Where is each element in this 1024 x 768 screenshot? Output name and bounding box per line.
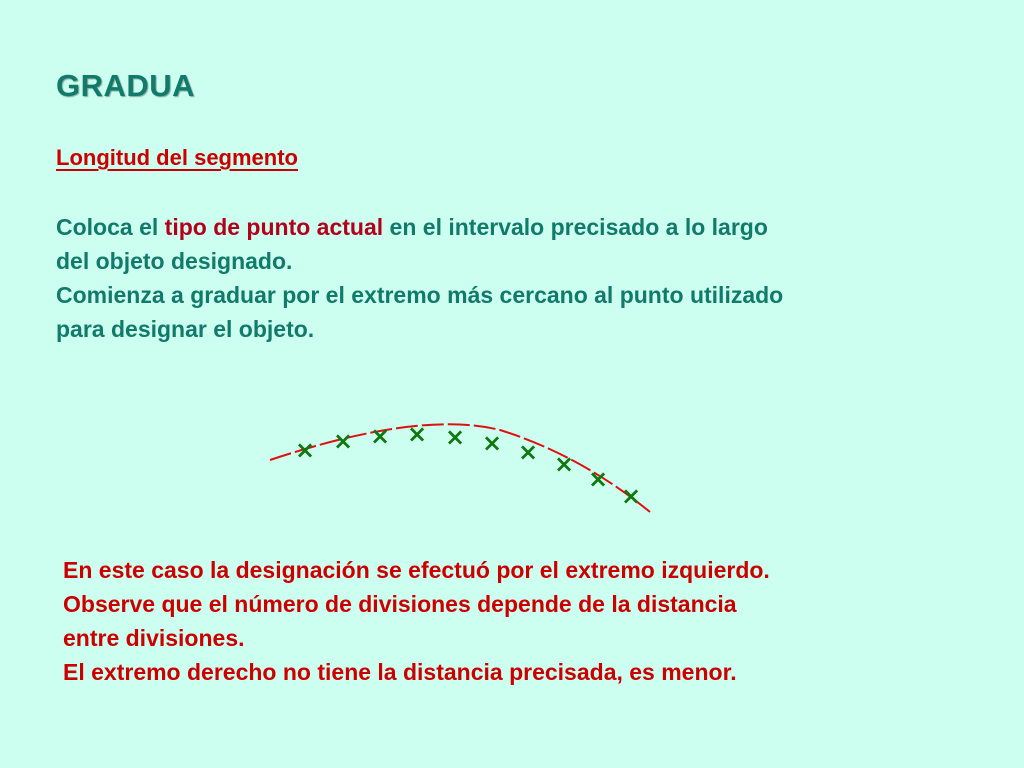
division-mark: × <box>620 482 642 510</box>
description-line-3: Comienza a graduar por el extremo más cercano al punto utilizado <box>56 282 784 308</box>
description-line-4: para designar el objeto. <box>56 316 315 342</box>
division-mark: × <box>332 427 354 455</box>
division-mark: × <box>369 422 391 450</box>
division-mark: × <box>587 465 609 493</box>
division-mark: × <box>553 450 575 478</box>
division-mark: × <box>517 438 539 466</box>
division-mark: × <box>481 429 503 457</box>
note-line-2: Observe que el número de divisiones depende de la distancia <box>63 591 737 617</box>
page-title: GRADUA <box>56 68 196 103</box>
note-line-4: El extremo derecho no tiene la distancia precisada, es menor. <box>63 659 737 685</box>
division-mark: × <box>406 420 428 448</box>
division-marks <box>295 420 641 510</box>
section-subtitle: Longitud del segmento <box>56 145 298 170</box>
note-line-1: En este caso la designación se efectuó por el extremo izquierdo. <box>63 557 770 583</box>
description-line-1 <box>56 210 976 244</box>
current-point-type-highlight: tipo de punto actual <box>164 214 384 240</box>
description-line-1-pre: Coloca el <box>56 214 165 240</box>
measured-arc <box>270 424 650 512</box>
note-line-3: entre divisiones. <box>63 625 245 651</box>
description-line-1-post: en el intervalo precisado a lo largo <box>383 214 768 240</box>
division-mark: × <box>294 436 316 464</box>
example-note <box>63 553 963 689</box>
command-description <box>56 210 976 346</box>
description-line-2: del objeto designado. <box>56 248 293 274</box>
division-mark: × <box>444 423 466 451</box>
